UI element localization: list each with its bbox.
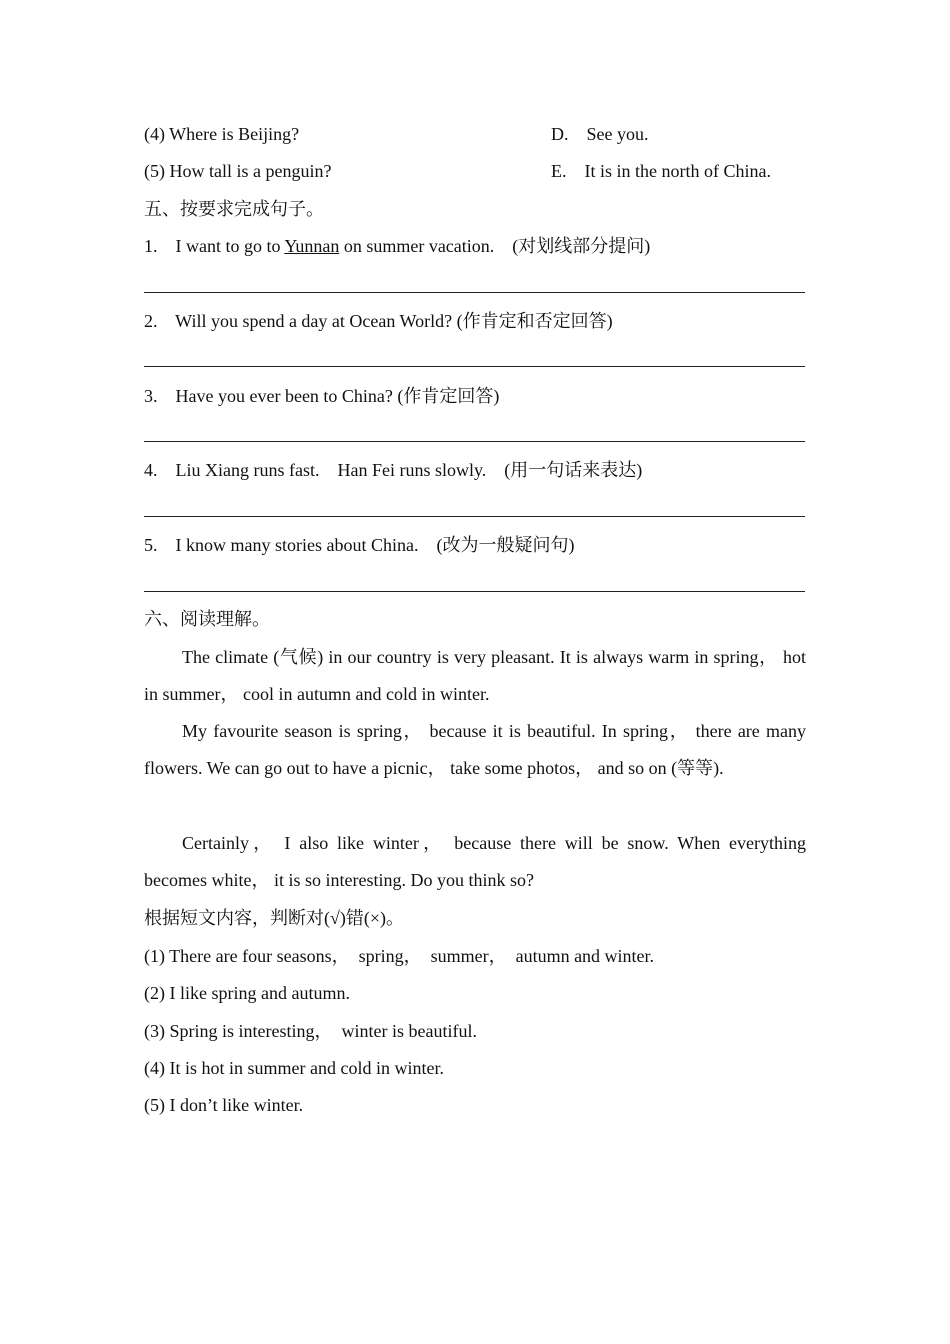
reading-paragraph-3: Certainly， I also like winter， because there will be snow. When everything becomes white， it is so interesting. Do you think so? xyxy=(144,833,806,891)
section5-question-2: 2. Will you spend a day at Ocean World? (作肯定和否定回答) xyxy=(144,311,613,331)
section5-question-3: 3. Have you ever been to China? (作肯定回答) xyxy=(144,386,500,406)
match-answer-e: E. It is in the north of China. xyxy=(551,161,771,181)
match-question-4: (4) Where is Beijing? xyxy=(144,124,300,144)
statement-4: (4) It is hot in summer and cold in winter. xyxy=(144,1058,444,1078)
answer-line-4[interactable] xyxy=(144,516,805,517)
reading-paragraph-1: The climate (气候) in our country is very pleasant. It is always warm in spring， hot in summer， cool in autumn and cold in winter. xyxy=(144,647,806,705)
statement-2: (2) I like spring and autumn. xyxy=(144,983,350,1003)
statement-3: (3) Spring is interesting， winter is beautiful. xyxy=(144,1021,477,1041)
answer-line-5[interactable] xyxy=(144,591,805,592)
section5-question-4: 4. Liu Xiang runs fast. Han Fei runs slowly. (用一句话来表达) xyxy=(144,460,643,480)
section5-question-1 xyxy=(144,235,650,257)
answer-line-3[interactable] xyxy=(144,441,805,442)
section6-title: 六、阅读理解。 xyxy=(144,609,270,629)
match-question-5: (5) How tall is a penguin? xyxy=(144,161,332,181)
match-answer-d: D. See you. xyxy=(551,124,649,144)
answer-line-2[interactable] xyxy=(144,366,805,367)
statement-1: (1) There are four seasons， spring， summer， autumn and winter. xyxy=(144,946,655,966)
q1-prefix: 1. I want to go to xyxy=(144,236,285,256)
q1-suffix: on summer vacation. (对划线部分提问) xyxy=(339,236,651,256)
q1-underlined-word: Yunnan xyxy=(284,236,340,256)
statement-5: (5) I don’t like winter. xyxy=(144,1095,304,1115)
reading-paragraph-2: My favourite season is spring， because it is beautiful. In spring， there are many flowers. We can go out to have a picnic， take some photos， and so on (等等). xyxy=(144,721,806,779)
section5-question-5: 5. I know many stories about China. (改为一般疑问句) xyxy=(144,535,575,555)
answer-line-1[interactable] xyxy=(144,292,805,293)
judgement-instruction: 根据短文内容，判断对(√)错(×)。 xyxy=(144,908,405,928)
section5-title: 五、按要求完成句子。 xyxy=(144,199,324,219)
